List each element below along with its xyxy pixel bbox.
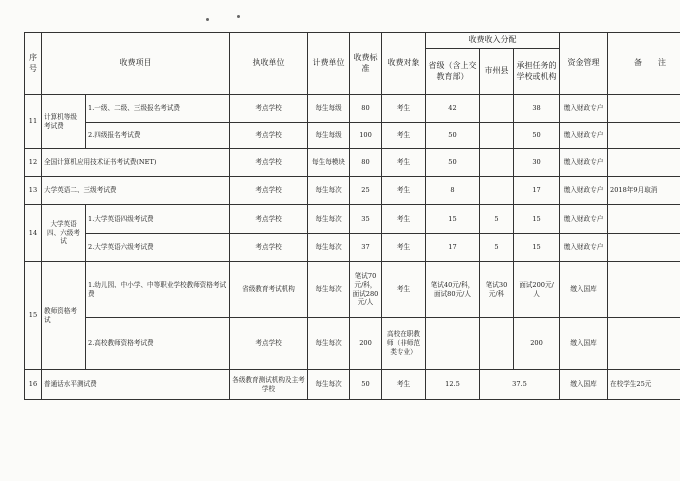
row-city-school: 37.5 (480, 370, 560, 400)
row-standard: 100 (350, 123, 382, 149)
row-agency: 考点学校 (230, 123, 308, 149)
row-group: 教师资格考试 (42, 262, 86, 370)
row-standard: 80 (350, 149, 382, 177)
row-index: 11 (25, 95, 42, 149)
row-fund: 缴入国库 (560, 262, 608, 318)
header-city: 市州县 (480, 49, 514, 95)
row-item: 1.幼儿园、中小学、中等职业学校教师资格考试费 (86, 262, 230, 318)
row-target: 高校在职教师（非师范类专业） (382, 318, 426, 370)
row-standard: 50 (350, 370, 382, 400)
row-item: 1.一级、二级、三级报名考试费 (86, 95, 230, 123)
row-remark (608, 95, 680, 123)
row-fund: 缴入财政专户 (560, 234, 608, 262)
row-remark: 在校学生25元 (608, 370, 680, 400)
row-unit: 每生每模块 (308, 149, 350, 177)
row-target: 考生 (382, 177, 426, 205)
table-row (25, 95, 680, 123)
row-standard: 25 (350, 177, 382, 205)
row-school: 面试200元/人 (514, 262, 560, 318)
row-unit: 每生每次 (308, 318, 350, 370)
header-remarks: 备 注 (608, 33, 680, 95)
row-agency: 考点学校 (230, 234, 308, 262)
row-target: 考生 (382, 205, 426, 234)
row-agency: 考点学校 (230, 177, 308, 205)
row-target: 考生 (382, 370, 426, 400)
row-city (480, 318, 514, 370)
row-province: 50 (426, 149, 480, 177)
row-province: 42 (426, 95, 480, 123)
row-province (426, 318, 480, 370)
row-fund: 缴入财政专户 (560, 149, 608, 177)
row-province: 8 (426, 177, 480, 205)
row-province: 17 (426, 234, 480, 262)
row-city (480, 123, 514, 149)
row-standard: 80 (350, 95, 382, 123)
row-item: 2.四级报名考试费 (86, 123, 230, 149)
row-city (480, 177, 514, 205)
row-index: 15 (25, 262, 42, 370)
row-item: 2.高校教师资格考试费 (86, 318, 230, 370)
header-agency: 执收单位 (230, 33, 308, 95)
header-target: 收费对象 (382, 33, 426, 95)
row-item: 2.大学英语六级考试费 (86, 234, 230, 262)
scan-speck (206, 18, 209, 21)
row-remark (608, 262, 680, 318)
row-remark (608, 123, 680, 149)
row-city: 5 (480, 205, 514, 234)
row-unit: 每生每次 (308, 234, 350, 262)
row-province: 15 (426, 205, 480, 234)
row-target: 考生 (382, 95, 426, 123)
row-unit: 每生每次 (308, 205, 350, 234)
row-target: 考生 (382, 149, 426, 177)
row-index: 13 (25, 177, 42, 205)
row-school: 15 (514, 205, 560, 234)
row-remark (608, 318, 680, 370)
row-agency: 考点学校 (230, 205, 308, 234)
table-row (25, 234, 680, 262)
row-school: 38 (514, 95, 560, 123)
row-agency: 各级教育测试机构及主考学校 (230, 370, 308, 400)
header-fund: 资金管理 (560, 33, 608, 95)
header-school: 承担任务的学校或机构 (514, 49, 560, 95)
row-index: 12 (25, 149, 42, 177)
row-standard: 200 (350, 318, 382, 370)
row-unit: 每生每级 (308, 123, 350, 149)
row-agency: 省级教育考试机构 (230, 262, 308, 318)
row-agency: 考点学校 (230, 318, 308, 370)
header-standard: 收费标准 (350, 33, 382, 95)
row-city: 5 (480, 234, 514, 262)
row-target: 考生 (382, 262, 426, 318)
row-province: 笔试40元/科，面试80元/人 (426, 262, 480, 318)
row-standard: 笔试70元/科，面试280元/人 (350, 262, 382, 318)
header-item: 收费项目 (42, 33, 230, 95)
fee-table (24, 32, 680, 400)
row-item: 全国计算机应用技术证书考试费(NET) (42, 149, 230, 177)
header-unit: 计费单位 (308, 33, 350, 95)
table-row (25, 370, 680, 400)
row-fund: 缴入财政专户 (560, 95, 608, 123)
row-school: 50 (514, 123, 560, 149)
header-index: 序号 (25, 33, 42, 95)
row-school: 30 (514, 149, 560, 177)
row-group: 计算机等级考试费 (42, 95, 86, 149)
row-remark: 2018年9月取消 (608, 177, 680, 205)
header-province: 省级（含上交教育部） (426, 49, 480, 95)
row-unit: 每生每次 (308, 177, 350, 205)
row-item: 普通话水平测试费 (42, 370, 230, 400)
table-row (25, 205, 680, 234)
row-unit: 每生每次 (308, 370, 350, 400)
row-fund: 缴入国库 (560, 370, 608, 400)
header-distribution: 收费收入分配 (426, 33, 560, 49)
row-city (480, 95, 514, 123)
table-row (25, 149, 680, 177)
row-target: 考生 (382, 123, 426, 149)
row-fund: 缴入国库 (560, 318, 608, 370)
table-row (25, 262, 680, 318)
row-city (480, 149, 514, 177)
row-target: 考生 (382, 234, 426, 262)
row-item: 1.大学英语四级考试费 (86, 205, 230, 234)
table-row (25, 177, 680, 205)
row-agency: 考点学校 (230, 149, 308, 177)
row-remark (608, 149, 680, 177)
row-province: 50 (426, 123, 480, 149)
row-city: 笔试30元/科 (480, 262, 514, 318)
row-remark (608, 205, 680, 234)
row-fund: 缴入财政专户 (560, 205, 608, 234)
row-fund: 缴入财政专户 (560, 177, 608, 205)
table-row (25, 123, 680, 149)
scan-speck (237, 15, 240, 18)
row-standard: 35 (350, 205, 382, 234)
row-unit: 每生每级 (308, 95, 350, 123)
row-agency: 考点学校 (230, 95, 308, 123)
row-unit: 每生每次 (308, 262, 350, 318)
row-remark (608, 234, 680, 262)
row-school: 200 (514, 318, 560, 370)
row-item: 大学英语二、三级考试费 (42, 177, 230, 205)
row-group: 大学英语四、六级考试 (42, 205, 86, 262)
table-row (25, 318, 680, 370)
row-index: 16 (25, 370, 42, 400)
row-index: 14 (25, 205, 42, 262)
row-province: 12.5 (426, 370, 480, 400)
row-school: 15 (514, 234, 560, 262)
row-fund: 缴入财政专户 (560, 123, 608, 149)
row-standard: 37 (350, 234, 382, 262)
row-school: 17 (514, 177, 560, 205)
